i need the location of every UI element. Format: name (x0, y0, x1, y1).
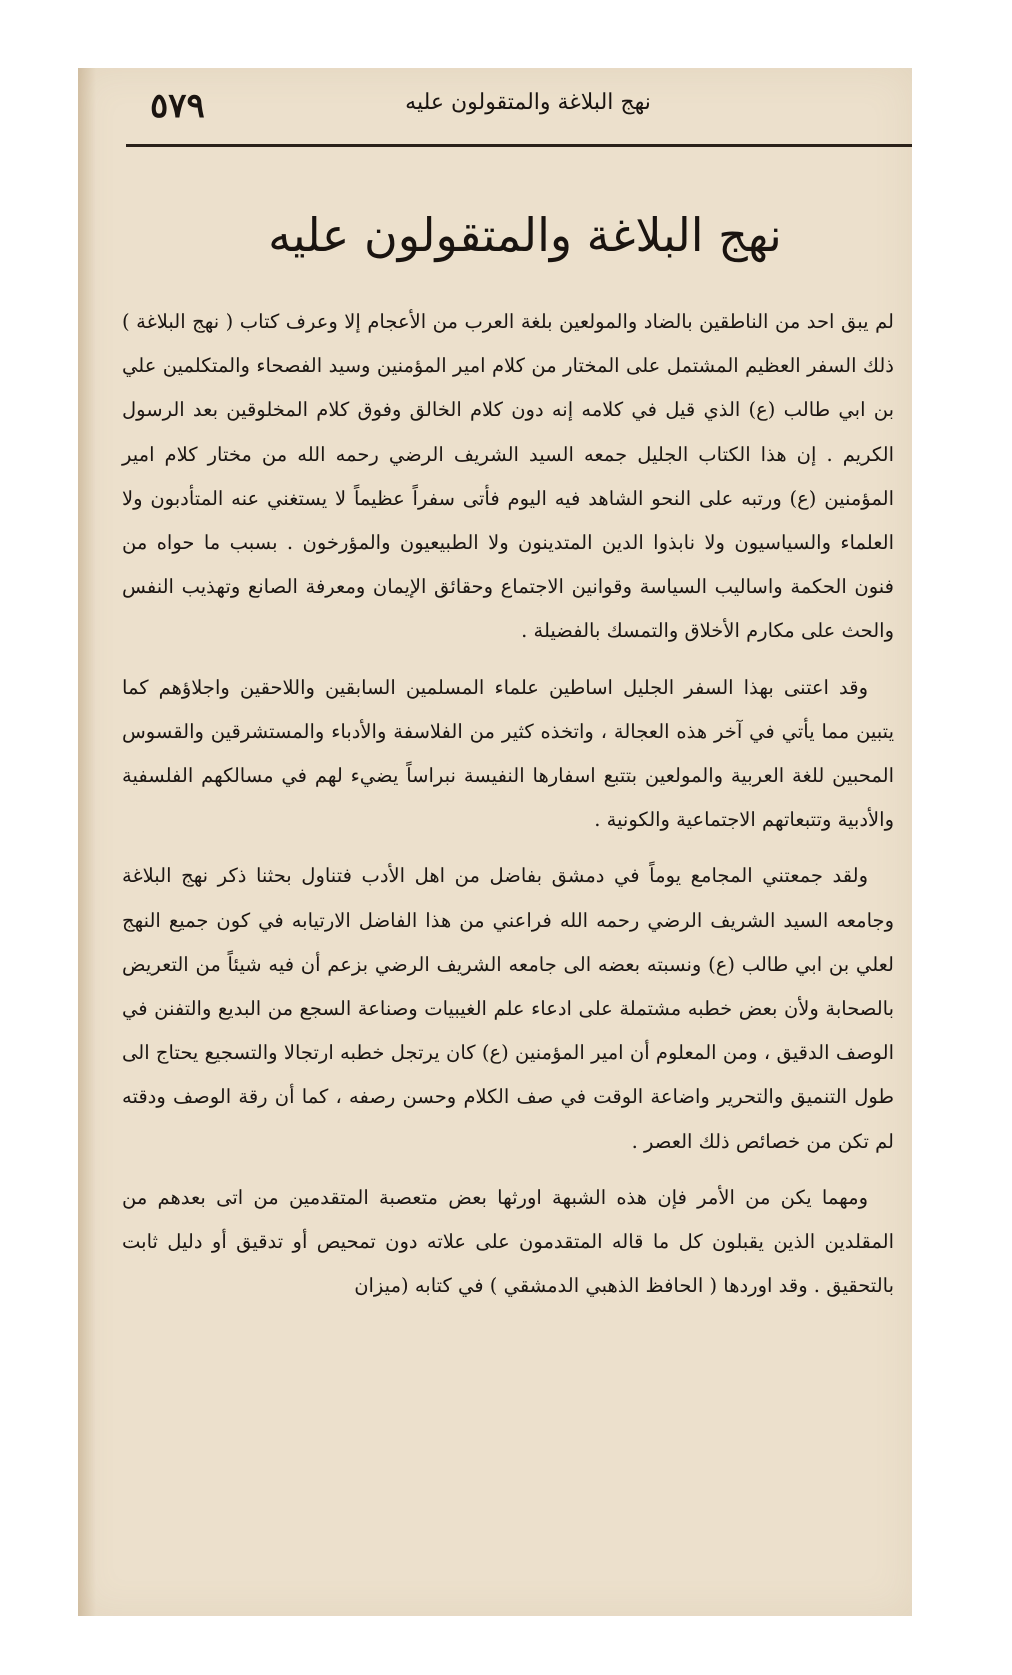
page-number: ٥٧٩ (150, 86, 205, 126)
paragraph-4: ومهما يكن من الأمر فإن هذه الشبهة اورثها بعض متعصبة المتقدمين من اتى بعدهم من المقلدين الذين يقبلون كل ما قاله المتقدمون على علاته دون تمحيص أو تدقيق أو دليل ثابت بالتحقيق . وقد اوردها ( الحافظ الذهبي الدمشقي ) في كتابه (ميزان (122, 1185, 894, 1298)
header-rule (126, 144, 912, 147)
running-title: نهج البلاغة والمتقولون عليه (405, 90, 651, 115)
book-page (78, 68, 912, 1616)
paragraph-2: وقد اعتنى بهذا السفر الجليل اساطين علماء المسلمين السابقين واللاحقين واجلاؤهم كما يتبين مما يأتي في آخر هذه العجالة ، واتخذه كثير من الفلاسفة والأدباء والمستشرقين والقسوس المحبين للغة العربية والمولعين بتتبع اسفارها النفيسة نبراساً يضيء لهم في مسالكهم الفلسفية والأدبية وتتبعاتهم الاجتماعية والكونية . (122, 675, 894, 832)
page-header (78, 68, 912, 143)
body-text (122, 300, 894, 1320)
page-edge-shadow (78, 68, 96, 1616)
paragraph-1: لم يبق احد من الناطقين بالضاد والمولعين بلغة العرب من الأعجام إلا وعرف كتاب ( نهج البلاغة ) ذلك السفر العظيم المشتمل على المختار من كلام امير المؤمنين وسيد الفصحاء والمتكلمين علي بن ابي طالب (ع) الذي قيل في كلامه إنه دون كلام الخالق وفوق كلام المخلوقين بعد الرسول الكريم . إن هذا الكتاب الجليل جمعه السيد الشريف الرضي رحمه الله من مختار كلام امير المؤمنين (ع) ورتبه على النحو الشاهد فيه اليوم فأتى سفراً عظيماً لا يستغني عنه المتأدبون ولا العلماء والسياسيون ولا نابذوا الدين المتدينون ولا الطبيعيون والمؤرخون . بسبب ما حواه من فنون الحكمة واساليب السياسة وقوانين الاجتماع وحقائق الإيمان ومعرفة الصانع وتهذيب النفس والحث على مكارم الأخلاق والتمسك بالفضيلة . (122, 310, 894, 643)
chapter-title: نهج البلاغة والمتقولون عليه (268, 208, 782, 262)
paragraph-3: ولقد جمعتني المجامع يوماً في دمشق بفاضل من اهل الأدب فتناول بحثنا ذكر نهج البلاغة وجامعه السيد الشريف الرضي رحمه الله فراعني من هذا الفاضل الارتيابه في كون جميع النهج لعلي بن ابي طالب (ع) ونسبته بعضه الى جامعه الشريف الرضي بزعم أن فيه شيئاً من التعريض بالصحابة ولأن بعض خطبه مشتملة على ادعاء علم الغيبيات وصناعة السجع من البديع والتفنن في الوصف الدقيق ، ومن المعلوم أن امير المؤمنين (ع) كان يرتجل خطبه ارتجالا والتسجيع يحتاج الى طول التنميق والتحرير واضاعة الوقت في صف الكلام وحسن رصفه ، كما أن رقة الوصف ودقته لم تكن من خصائص ذلك العصر . (122, 864, 894, 1153)
